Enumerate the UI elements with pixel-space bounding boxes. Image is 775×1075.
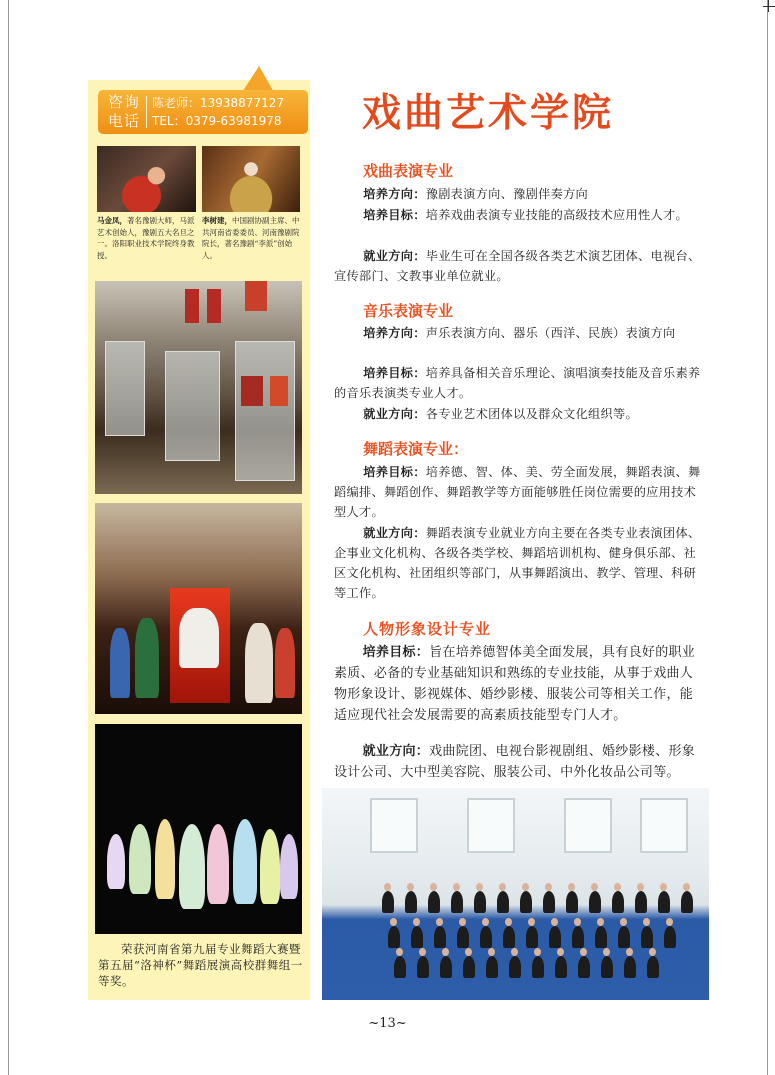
dancer-figure [641,926,653,948]
dancer-head [534,948,541,956]
dancer-head [574,918,581,926]
dancer-head [459,918,466,926]
dancer-figure [520,891,532,913]
dancer-figure [411,926,423,948]
dancer-head [436,918,443,926]
dancer-figure [388,926,400,948]
dancer-head [660,883,667,891]
photo-opera-stage [95,503,302,714]
section-paragraph [334,363,702,403]
dancer-figure [589,891,601,913]
photo-li-shujian [202,146,300,212]
field-key: 培养方向： [363,326,426,340]
dancer-head [390,918,397,926]
field-text: 培养戏曲表演专业技能的高级技术应用性人才。 [425,208,688,222]
dancer-head [453,883,460,891]
dancer-figure [647,956,659,978]
caption-text: 著名豫剧大师，马派艺术创始人，豫剧五大名旦之一。洛阳职业技术学院终身教授。 [97,216,195,260]
dancer-figure [532,956,544,978]
section-paragraph [334,323,702,343]
dancer-figure [463,956,475,978]
consult-label-line: 咨询 [107,93,140,111]
page-number: ~13~ [368,1016,407,1031]
dancer-figure [595,926,607,948]
dancer-figure [503,926,515,948]
photo-dance-performance [95,724,302,934]
dancer-figure [440,956,452,978]
dancer-head [499,883,506,891]
section-paragraph [334,741,702,783]
dancer-head [637,883,644,891]
dancer-head [488,948,495,956]
dancer-head [413,918,420,926]
dancer-head [597,918,604,926]
field-key: 就业方向： [362,744,430,759]
field-text: 豫剧表演方向、豫剧伴奏方向 [425,187,589,201]
dancer-figure [624,956,636,978]
dancer-head [511,948,518,956]
crop-mark [763,6,775,7]
dancer-figure [601,956,613,978]
dancer-figure [635,891,647,913]
contact-name-phone: 陈老师：13938877127 [152,96,284,110]
dancer-head [528,918,535,926]
dancer-head [476,883,483,891]
section-paragraph [334,184,702,204]
dancer-head [580,948,587,956]
caption-name: 李树建， [202,216,232,225]
dancer-head [545,883,552,891]
section-paragraph [334,205,702,225]
field-text: 声乐表演方向、器乐（西洋、民族）表演方向 [425,326,676,340]
dancer-figure [681,891,693,913]
dancer-figure [497,891,509,913]
dancer-head [522,883,529,891]
photo-exhibition-hall [95,281,302,494]
page-title: 戏曲艺术学院 [362,90,615,136]
field-key: 就业方向： [363,407,426,421]
dancer-head [666,918,673,926]
section-paragraph [334,246,702,286]
dancer-figure [549,926,561,948]
field-text: 培养具备相关音乐理论、演唱演奏技能及音乐素养的音乐表演类专业人才。 [334,366,701,400]
section-heading-music: 音乐表演专业 [363,302,454,320]
dancer-head [407,883,414,891]
dancer-head [683,883,690,891]
field-key: 培养目标： [362,645,430,660]
dancer-figure [451,891,463,913]
caption-ma-jinfeng [97,215,195,261]
dancer-figure [509,956,521,978]
dancer-figure [555,956,567,978]
dancer-figure [428,891,440,913]
dancer-head [396,948,403,956]
dancer-figure [486,956,498,978]
dancer-head [614,883,621,891]
field-key: 培养目标： [363,208,426,222]
dancer-figure [382,891,394,913]
field-key: 培养目标： [363,366,426,380]
consult-label [104,93,144,131]
dancer-figure [526,926,538,948]
dancer-head [442,948,449,956]
field-text: 舞蹈表演专业就业方向主要在各类专业表演团体、企事业文化机构、各级各类学校、舞蹈培训机构、健身俱乐部、社区文化机构、社团组织等部门，从事舞蹈演出、教学、管理、科研等工作。 [334,526,701,600]
consult-label-line: 电话 [107,112,140,130]
dancer-head [568,883,575,891]
section-heading-image-design: 人物形象设计专业 [363,620,492,638]
section-paragraph [334,523,702,603]
dancer-figure [578,956,590,978]
section-paragraph [334,462,702,522]
dancer-head [591,883,598,891]
field-key: 就业方向： [363,526,426,540]
field-key: 就业方向： [363,249,426,263]
field-text: 毕业生可在全国各级各类艺术演艺团体、电视台、宣传部门、文教事业单位就业。 [334,249,701,283]
dancer-figure [572,926,584,948]
dancer-figure [612,891,624,913]
dancer-figure [394,956,406,978]
dancer-head [626,948,633,956]
field-text: 戏曲院团、电视台影视剧组、婚纱影楼、形象设计公司、大中型美容院、服装公司、中外化妆品公司等。 [334,744,696,780]
dancer-figure [566,891,578,913]
contact-tel: TEL：0379-63981978 [152,114,282,128]
dancer-head [430,883,437,891]
dancer-figure [457,926,469,948]
caption-name: 马金凤， [97,216,127,225]
dancer-figure [434,926,446,948]
consult-contact [152,94,284,130]
field-text: 培养德、智、体、美、劳全面发展，舞蹈表演、舞蹈编排、舞蹈创作、舞蹈教学等方面能够胜任岗位需要的应用技术型人才。 [334,465,701,519]
dancer-head [649,948,656,956]
dancer-figure [480,926,492,948]
photo-ma-jinfeng [97,146,196,212]
dancer-figure [417,956,429,978]
dancer-figure [543,891,555,913]
dancer-head [620,918,627,926]
caption-li-shujian [202,215,302,261]
dancer-figure [474,891,486,913]
caption-text: 中国剧协副主席、中共河南省委委员、河南豫剧院院长，著名豫剧“李派”创始人。 [202,216,300,260]
field-text: 旨在培养德智体美全面发展，具有良好的职业素质、必备的专业基础知识和熟练的专业技能，从事于戏曲人物形象设计、影视媒体、婚纱影楼、服装公司等相关工作，能适应现代社会发展需要的高素质技能型专门人才。 [334,645,696,723]
dancer-head [482,918,489,926]
dancer-head [557,948,564,956]
dancer-head [419,948,426,956]
award-caption: 荣获河南省第九届专业舞蹈大赛暨第五届“洛神杯”舞蹈展演高校群舞组一等奖。 [98,942,303,988]
section-heading-dance: 舞蹈表演专业： [363,440,469,458]
dancer-head [603,948,610,956]
dancer-figure [664,926,676,948]
divider [146,96,147,128]
dancer-head [643,918,650,926]
crop-mark [768,0,769,12]
field-text: 各专业艺术团体以及群众文化组织等。 [425,407,638,421]
dancer-head [505,918,512,926]
dancer-figure [658,891,670,913]
section-paragraph [334,642,702,726]
field-key: 培养目标： [363,465,426,479]
section-paragraph [334,404,702,424]
dancer-head [384,883,391,891]
dancer-figure [405,891,417,913]
dancer-figure [618,926,630,948]
section-heading-xiqu: 戏曲表演专业 [363,162,454,180]
field-key: 培养方向： [363,187,426,201]
dancer-head [465,948,472,956]
photo-dance-class [322,788,709,1000]
dancer-head [551,918,558,926]
